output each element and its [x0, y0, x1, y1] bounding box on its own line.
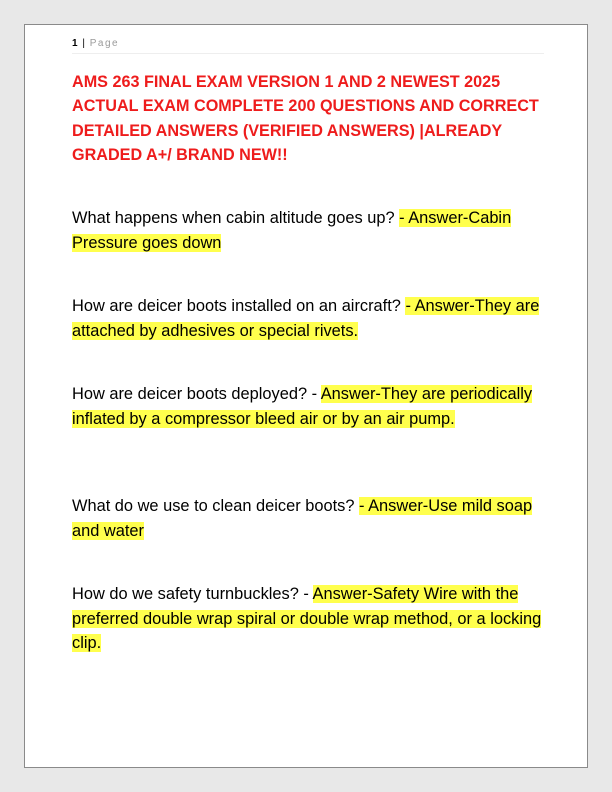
document-title: AMS 263 FINAL EXAM VERSION 1 AND 2 NEWEST 2025 ACTUAL EXAM COMPLETE 200 QUESTIONS AND CORRECT DETAILED ANSWERS (VERIFIED ANSWERS) |ALREADY GRADED A+/ BRAND NEW!! — [72, 73, 539, 165]
qa-item-2 — [72, 294, 552, 343]
answer-text: - Answer-Use mild soap and water — [72, 497, 533, 540]
answer-text: - Answer-Cabin Pressure goes down — [72, 209, 512, 252]
question-text: How are deicer boots installed on an aircraft? — [72, 297, 406, 315]
question-text: How do we safety turnbuckles? - — [72, 585, 313, 603]
qa-item-5 — [72, 582, 552, 656]
answer-text: Answer-They are periodically inflated by a compressor bleed air or by an air pump. — [72, 385, 533, 428]
question-text: What happens when cabin altitude goes up? — [72, 209, 400, 227]
header-separator: | — [82, 38, 85, 49]
page-header — [72, 37, 544, 54]
page-number: 1 — [72, 38, 78, 49]
page-label: Page — [89, 38, 120, 49]
question-text: How are deicer boots deployed? - — [72, 385, 321, 403]
qa-item-1 — [72, 206, 552, 255]
document-page — [24, 24, 588, 768]
answer-text: - Answer-They are attached by adhesives or special rivets. — [72, 297, 540, 340]
answer-text: Answer-Safety Wire with the preferred double wrap spiral or double wrap method, or a locking clip. — [72, 585, 542, 652]
question-text: What do we use to clean deicer boots? — [72, 497, 360, 515]
qa-item-4 — [72, 494, 552, 543]
qa-item-3 — [72, 382, 552, 431]
